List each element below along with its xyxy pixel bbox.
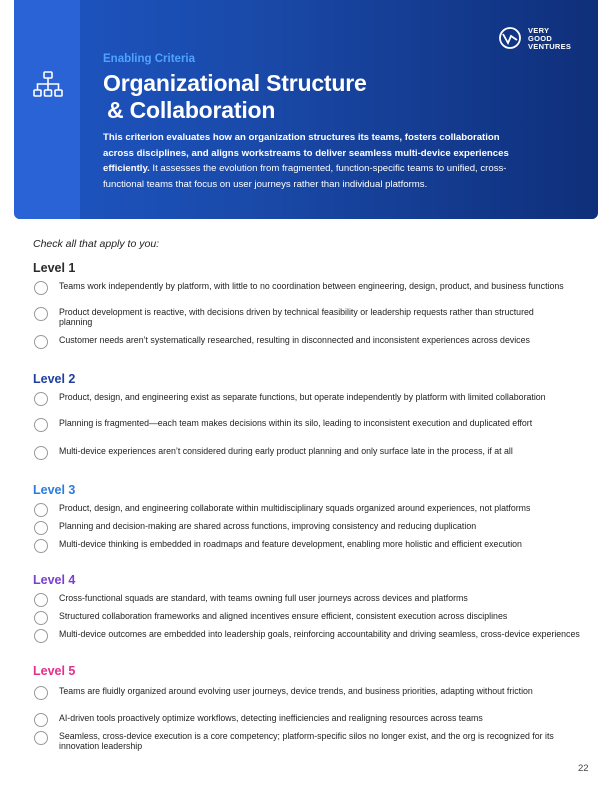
checkbox-circle[interactable] (34, 503, 48, 517)
checklist-item-label: Teams are fluidly organized around evolving user journeys, device trends, and business priorities, adapting without friction (59, 686, 533, 696)
org-chart-icon (32, 70, 64, 98)
checklist-item-label: Multi-device outcomes are embedded into leadership goals, reinforcing accountability and driving seamless, cross-device experiences (59, 629, 580, 639)
checklist-item-label: Planning is fragmented—each team makes decisions within its silo, leading to inconsistent execution and duplicated effort (59, 418, 533, 428)
level-title-5: Level 5 (33, 664, 76, 678)
checklist-item-label: Product, design, and engineering collaborate within multidisciplinary squads organized around experiences, not platforms (59, 503, 531, 513)
checklist-item-label: Multi-device experiences aren’t considered during early product planning and only surface late in the process, if at all (59, 446, 513, 456)
checkbox-circle[interactable] (34, 539, 48, 553)
level-title-2: Level 2 (33, 372, 76, 386)
checklist-item-label: AI-driven tools proactively optimize workflows, detecting inefficiencies and realigning resources across teams (59, 713, 483, 723)
checkbox-circle[interactable] (34, 335, 48, 349)
checkbox-circle[interactable] (34, 446, 48, 460)
checklist-item-label: Teams work independently by platform, with little to no coordination between engineering, design, product, and business functions (59, 281, 564, 291)
eyebrow-label: Enabling Criteria (103, 53, 196, 65)
checklist-item-label: Product development is reactive, with decisions driven by technical feasibility or leadership requests rather than structured planning (59, 307, 534, 327)
logo-mark-icon (498, 26, 522, 50)
logo-text: VERY GOOD VENTURES (528, 26, 572, 51)
checkbox-circle[interactable] (34, 307, 48, 321)
checkbox-circle[interactable] (34, 593, 48, 607)
checkbox-circle[interactable] (34, 713, 48, 727)
very-good-ventures-logo (498, 24, 590, 54)
checklist-item-label: Multi-device thinking is embedded in roadmaps and feature development, enabling more holistic and efficient execution (59, 539, 522, 549)
checkbox-circle[interactable] (34, 686, 48, 700)
level-title-1: Level 1 (33, 261, 76, 275)
checkbox-circle[interactable] (34, 392, 48, 406)
level-title-4: Level 4 (33, 573, 76, 587)
checkbox-circle[interactable] (34, 418, 48, 432)
checkbox-circle[interactable] (34, 281, 48, 295)
checklist-prompt: Check all that apply to you: (33, 238, 160, 250)
checklist-item-label: Cross-functional squads are standard, with teams owning full user journeys across devices and platforms (59, 593, 468, 603)
intro-paragraph: This criterion evaluates how an organization structures its teams, fosters collaboration across disciplines, and aligns workstreams to deliver seamless multi-device experiences efficiently. It assesses the evolution from fragmented, function-specific teams to unified, cross-functional teams that focus on user journeys rather than individual platforms. (103, 132, 509, 190)
page-title: Organizational Structure & Collaboration (103, 70, 367, 123)
checklist-item-label: Planning and decision-making are shared across functions, improving consistency and reducing duplication (59, 521, 477, 531)
level-title-3: Level 3 (33, 483, 76, 497)
checklist-item-label: Product, design, and engineering exist as separate functions, but operate independently by platform with limited collaboration (59, 392, 546, 402)
checkbox-circle[interactable] (34, 629, 48, 643)
checkbox-circle[interactable] (34, 521, 48, 535)
checklist-item-label: Customer needs aren’t systematically researched, resulting in disconnected and inconsistent experiences across devices (59, 335, 530, 345)
checklist-item-label: Structured collaboration frameworks and aligned incentives ensure efficient, consistent execution across disciplines (59, 611, 508, 621)
checkbox-circle[interactable] (34, 611, 48, 625)
header-banner (14, 0, 598, 219)
page-number: 22 (578, 763, 589, 774)
checkbox-circle[interactable] (34, 731, 48, 745)
checklist-item-label: Seamless, cross-device execution is a core competency; platform-specific silos no longer exist, and the org is recognized for its innovation leadership (59, 731, 554, 751)
header-icon-strip (14, 0, 80, 219)
